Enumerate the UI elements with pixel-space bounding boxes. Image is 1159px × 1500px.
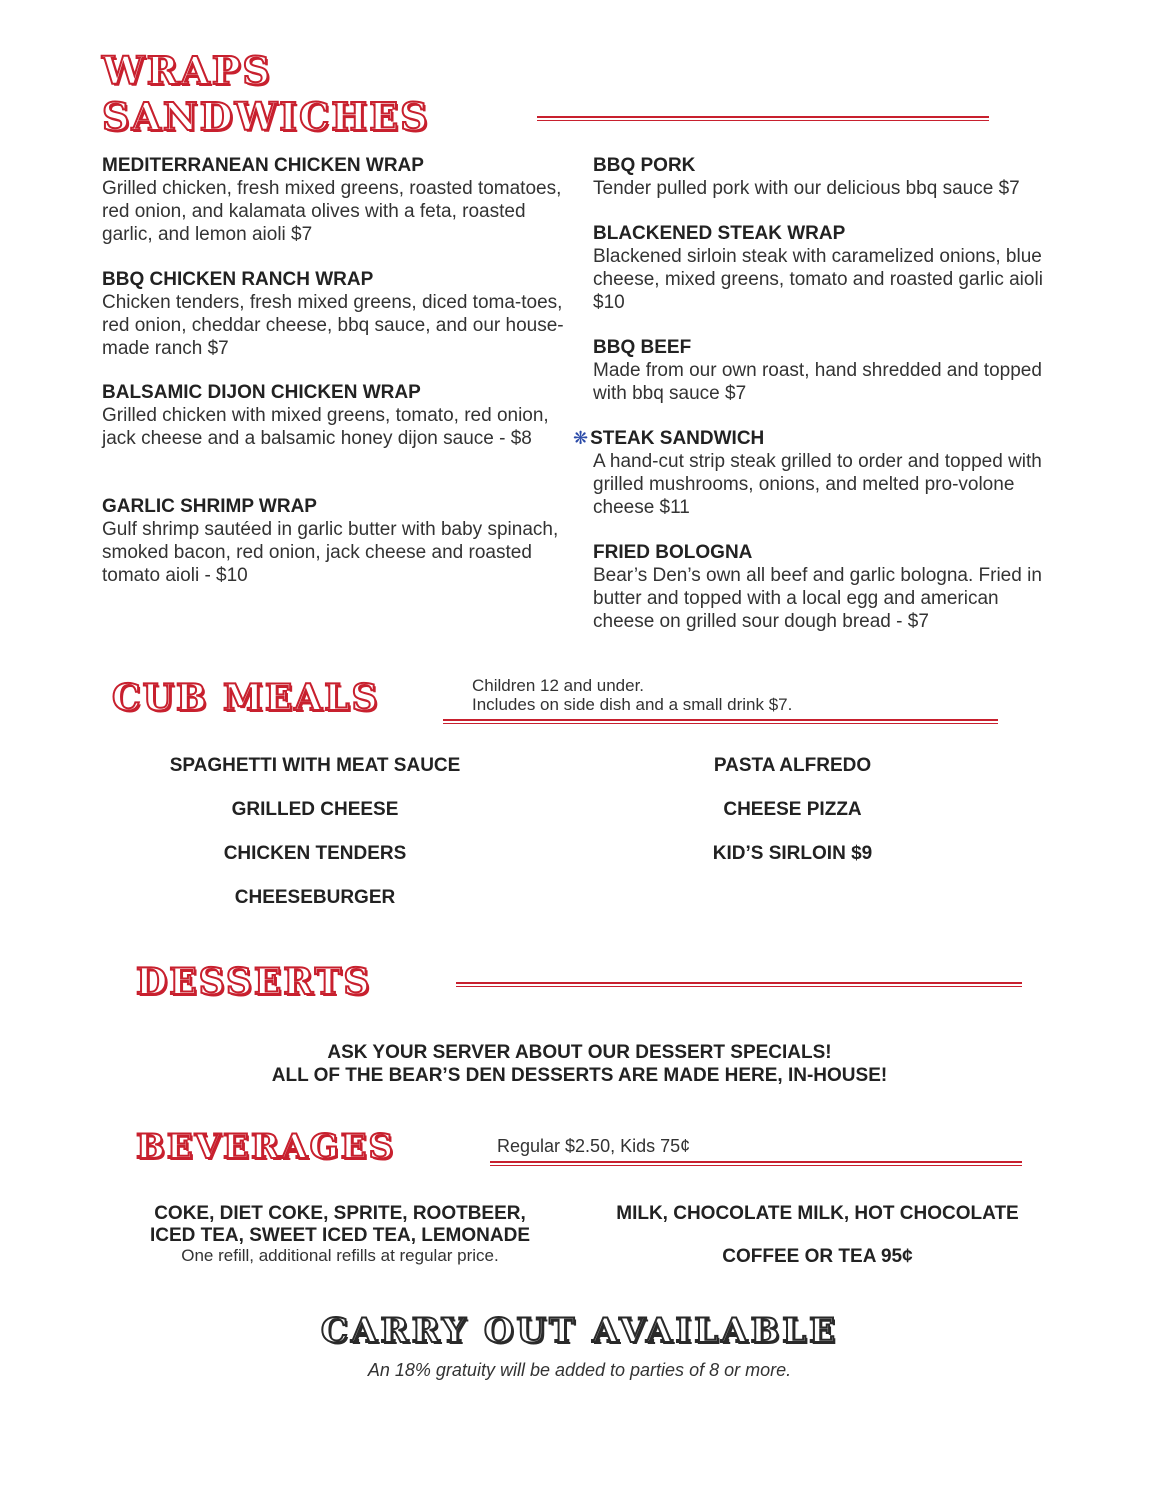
coffee-line: COFFEE OR TEA 95¢ bbox=[722, 1246, 913, 1267]
menu-item bbox=[102, 154, 567, 246]
cub-meals-note-age: Children 12 and under. bbox=[472, 676, 645, 695]
menu-item-name bbox=[102, 268, 567, 291]
menu-item-name bbox=[102, 495, 567, 518]
desserts-heading: DESSERTS bbox=[136, 961, 372, 1003]
menu-item bbox=[102, 495, 567, 587]
menu-item-name-text: GARLIC SHRIMP WRAP bbox=[102, 496, 317, 517]
menu-item-description: Chicken tenders, fresh mixed greens, diced toma-toes, red onion, cheddar cheese, bbq sauce, and our house-made ranch $7 bbox=[102, 292, 564, 359]
menu-item-name-text: STEAK SANDWICH bbox=[590, 428, 765, 449]
menu-item-description: Bear’s Den’s own all beef and garlic bologna. Fried in butter and topped with a local egg and american cheese on grilled sour dough bread - $7 bbox=[593, 565, 1042, 632]
menu-item bbox=[593, 336, 1058, 405]
beverages-right-block bbox=[600, 1203, 1035, 1268]
menu-item-description: Blackened sirloin steak with caramelized onions, blue cheese, mixed greens, tomato and roasted garlic aioli $10 bbox=[593, 246, 1043, 313]
menu-item-name bbox=[593, 222, 1058, 245]
carry-out-heading: CARRY OUT AVAILABLE bbox=[320, 1311, 839, 1351]
menu-item-description: Gulf shrimp sautéed in garlic butter with baby spinach, smoked bacon, red onion, jack cheese and roasted tomato aioli - $10 bbox=[102, 519, 559, 586]
menu-item-name-text: BBQ CHICKEN RANCH WRAP bbox=[102, 269, 374, 290]
menu-item-name-text: BALSAMIC DIJON CHICKEN WRAP bbox=[102, 382, 421, 403]
menu-item-description: Made from our own roast, hand shredded and topped with bbq sauce $7 bbox=[593, 360, 1042, 404]
cub-meal-item: CHEESE PIZZA bbox=[723, 799, 862, 820]
menu-item-description: Tender pulled pork with our delicious bbq sauce $7 bbox=[593, 178, 1020, 199]
menu-item-name bbox=[593, 154, 1058, 177]
cub-meals-divider bbox=[443, 719, 998, 724]
menu-item-name bbox=[593, 336, 1058, 359]
menu-item bbox=[593, 154, 1058, 200]
beverages-divider bbox=[490, 1161, 1022, 1166]
menu-item bbox=[573, 427, 1058, 519]
desserts-divider bbox=[456, 982, 1022, 987]
menu-item bbox=[102, 381, 567, 450]
cub-meal-item: CHICKEN TENDERS bbox=[223, 843, 407, 864]
soft-drinks-line2: ICED TEA, SWEET ICED TEA, LEMONADE bbox=[149, 1225, 531, 1246]
paw-print-icon: ❋ bbox=[573, 428, 589, 448]
beverages-heading: BEVERAGES bbox=[136, 1127, 396, 1167]
gratuity-note: An 18% gratuity will be added to parties of 8 or more. bbox=[367, 1360, 792, 1380]
cub-meal-item: GRILLED CHEESE bbox=[231, 799, 399, 820]
soft-drinks-line1: COKE, DIET COKE, SPRITE, ROOTBEER, bbox=[154, 1203, 526, 1224]
cub-meal-item: CHEESEBURGER bbox=[234, 887, 396, 908]
milk-line: MILK, CHOCOLATE MILK, HOT CHOCOLATE bbox=[616, 1203, 1019, 1224]
menu-item-name-text: MEDITERRANEAN CHICKEN WRAP bbox=[102, 155, 424, 176]
menu-item-name bbox=[573, 427, 1058, 450]
menu-item-description: A hand-cut strip steak grilled to order and topped with grilled mushrooms, onions, and melted pro-volone cheese $11 bbox=[593, 451, 1042, 518]
menu-item-name-text: FRIED BOLOGNA bbox=[593, 542, 753, 563]
menu-item-name bbox=[593, 541, 1058, 564]
cub-meal-item: PASTA ALFREDO bbox=[713, 755, 872, 776]
wraps-heading: WRAPS bbox=[102, 48, 272, 93]
desserts-line-specials: ASK YOUR SERVER ABOUT OUR DESSERT SPECIALS! bbox=[327, 1042, 832, 1063]
menu-item-description: Grilled chicken, fresh mixed greens, roasted tomatoes, red onion, and kalamata olives with a feta, roasted garlic, and lemon aioli $7 bbox=[102, 178, 562, 245]
desserts-message bbox=[0, 1041, 1159, 1087]
sandwiches-divider bbox=[537, 116, 989, 121]
menu-item-name-text: BLACKENED STEAK WRAP bbox=[593, 223, 846, 244]
cub-meals-heading: CUB MEALS bbox=[112, 677, 380, 719]
menu-item-name bbox=[102, 154, 567, 177]
menu-item bbox=[593, 541, 1058, 633]
refill-note: One refill, additional refills at regular price. bbox=[181, 1246, 499, 1265]
beverages-price-note: Regular $2.50, Kids 75¢ bbox=[497, 1136, 691, 1156]
menu-item-name-text: BBQ BEEF bbox=[593, 337, 692, 358]
beverages-left-block bbox=[130, 1203, 550, 1265]
menu-item-description: Grilled chicken with mixed greens, tomato, red onion, jack cheese and a balsamic honey dijon sauce - $8 bbox=[102, 405, 549, 449]
menu-item-name bbox=[102, 381, 567, 404]
cub-meal-item: KID’S SIRLOIN $9 bbox=[712, 843, 873, 864]
menu-item bbox=[102, 268, 567, 360]
sandwiches-heading: SANDWICHES bbox=[102, 94, 430, 139]
menu-item bbox=[593, 222, 1058, 314]
cub-meal-item: SPAGHETTI WITH MEAT SAUCE bbox=[169, 755, 461, 776]
cub-meals-left-list bbox=[130, 754, 500, 930]
desserts-line-inhouse: ALL OF THE BEAR’S DEN DESSERTS ARE MADE HERE, IN-HOUSE! bbox=[271, 1065, 888, 1086]
cub-meals-right-list bbox=[610, 754, 975, 886]
cub-meals-note-includes: Includes on side dish and a small drink $7. bbox=[472, 695, 793, 714]
menu-item-name-text: BBQ PORK bbox=[593, 155, 696, 176]
